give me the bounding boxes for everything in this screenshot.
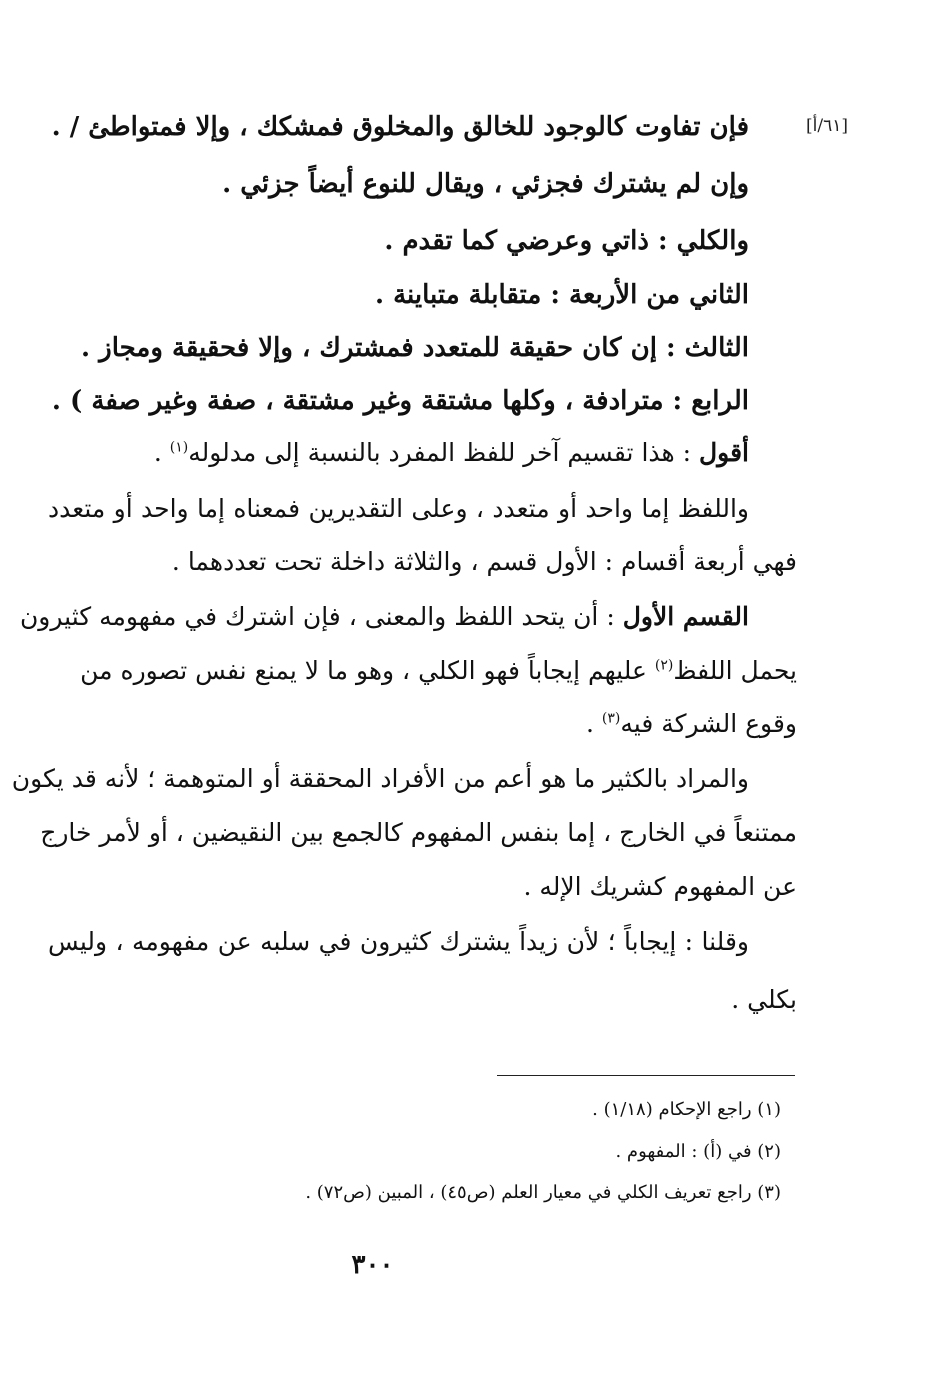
para2-line1 — [19, 602, 749, 632]
matn-line-5: الثالث : إن كان حقيقة للمتعدد فمشترك ، وإلا فحقيقة ومجاز . — [81, 333, 749, 363]
para2-line3-b: . — [586, 709, 602, 738]
para3-line1: والمراد بالكثير ما هو أعم من الأفراد المحققة أو المتوهمة ؛ لأنه قد يكون — [11, 764, 749, 793]
para2-line3-a: وقوع الشركة فيه — [620, 709, 797, 738]
aqulu-end: . — [153, 438, 170, 467]
para2-line2-b: عليهم إيجاباً فهو الكلي ، وهو ما لا يمنع نفس تصوره من — [80, 656, 655, 685]
matn-line-1: فإن تفاوت كالوجود للخالق والمخلوق فمشكك ، وإلا فمتواطئ / . — [51, 112, 749, 142]
footnote-3: (٣) راجع تعريف الكلي في معيار العلم (ص٤٥) ، المبين (ص٧٢) . — [305, 1182, 781, 1203]
para2-line2 — [80, 656, 797, 686]
para2-line1-text: : أن يتحد اللفظ والمعنى ، فإن اشترك في مفهومه كثيرون — [19, 602, 623, 631]
footnote-ref-2: (٢) — [654, 657, 674, 674]
aqulu-label: أقول — [699, 438, 749, 467]
footnote-2: (٢) في (أ) : المفهوم . — [615, 1141, 781, 1162]
para3-line3: عن المفهوم كشريك الإله . — [523, 872, 797, 901]
para1-line2: فهي أربعة أقسام : الأول قسم ، والثلاثة داخلة تحت تعددهما . — [171, 547, 797, 576]
footnote-ref-3: (٣) — [601, 710, 621, 727]
page-number: ٣٠٠ — [351, 1250, 394, 1280]
matn-line-4: الثاني من الأربعة : متقابلة متباينة . — [374, 280, 749, 310]
para2-line3 — [586, 709, 797, 739]
footnote-divider — [497, 1075, 795, 1076]
para3-line2: ممتنعاً في الخارج ، إما بنفس المفهوم كالجمع بين النقيضين ، أو لأمر خارج — [40, 818, 797, 847]
manuscript-folio-ref: [٦١/أ] — [806, 116, 848, 136]
matn-line-2: وإن لم يشترك فجزئي ، ويقال للنوع أيضاً جزئي . — [222, 169, 749, 199]
para1-line1: واللفظ إما واحد أو متعدد ، وعلى التقديرين فمعناه إما واحد أو متعدد — [48, 494, 749, 523]
matn-line-6: الرابع : مترادفة ، وكلها مشتقة وغير مشتقة ، صفة وغير صفة ) . — [51, 386, 749, 416]
para4-line2: بكلي . — [731, 985, 797, 1014]
matn-line-3: والكلي : ذاتي وعرضي كما تقدم . — [384, 226, 749, 256]
aqulu-line — [154, 438, 749, 468]
footnote-ref-1: (١) — [169, 439, 189, 456]
qism-label: القسم الأول — [622, 602, 749, 631]
para4-line1: وقلنا : إيجاباً ؛ لأن زيداً يشترك كثيرون في سلبه عن مفهومه ، وليس — [48, 927, 749, 956]
footnote-1: (١) راجع الإحكام (١/١٨) . — [592, 1099, 781, 1120]
para2-line2-a: يحمل اللفظ — [673, 656, 797, 685]
aqulu-text: : هذا تقسيم آخر للفظ المفرد بالنسبة إلى مدلوله — [188, 438, 700, 467]
